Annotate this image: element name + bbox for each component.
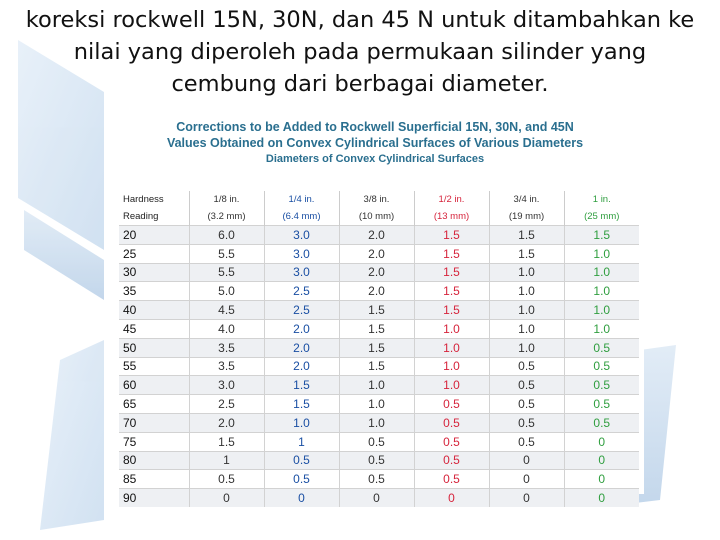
correction-cell: 0: [414, 489, 489, 507]
correction-table: [119, 191, 639, 507]
correction-cell: 1.0: [489, 301, 564, 320]
correction-cell: 1.0: [339, 413, 414, 432]
correction-cell: 1: [189, 451, 264, 470]
correction-cell: 1.0: [564, 263, 639, 282]
table-row: [119, 301, 639, 320]
correction-cell: 1.0: [489, 319, 564, 338]
correction-cell: 2.0: [264, 357, 339, 376]
correction-cell: 4.0: [189, 319, 264, 338]
correction-cell: 0: [339, 489, 414, 507]
correction-cell: 2.5: [264, 282, 339, 301]
correction-cell: 2.0: [189, 413, 264, 432]
correction-cell: 1.0: [414, 338, 489, 357]
hardness-cell: 85: [119, 470, 189, 489]
hardness-cell: 40: [119, 301, 189, 320]
table-row: [119, 395, 639, 414]
header-col-3-mm: (10 mm): [358, 211, 395, 222]
correction-cell: 0.5: [339, 451, 414, 470]
header-col-4-size: 1/2 in.: [438, 194, 465, 205]
table-row: [119, 376, 639, 395]
correction-cell: 2.0: [339, 263, 414, 282]
correction-cell: 1.0: [339, 376, 414, 395]
correction-cell: 2.5: [189, 395, 264, 414]
correction-cell: 0.5: [339, 432, 414, 451]
hardness-cell: 25: [119, 244, 189, 263]
hardness-cell: 65: [119, 395, 189, 414]
table-row: [119, 451, 639, 470]
hardness-cell: 80: [119, 451, 189, 470]
table-row: [119, 413, 639, 432]
table-title-line-2: Values Obtained on Convex Cylindrical Surfaces of Various Diameters: [166, 136, 584, 150]
correction-cell: 0: [489, 451, 564, 470]
correction-cell: 1.5: [264, 376, 339, 395]
correction-cell: 0.5: [489, 413, 564, 432]
table-row: [119, 319, 639, 338]
correction-cell: 0.5: [414, 395, 489, 414]
hardness-cell: 30: [119, 263, 189, 282]
correction-cell: 1.5: [414, 282, 489, 301]
header-col-2-mm: (6.4 mm): [282, 211, 321, 222]
correction-cell: 1.5: [489, 226, 564, 245]
correction-cell: 0: [564, 451, 639, 470]
hardness-cell: 90: [119, 489, 189, 507]
correction-cell: 1.5: [414, 244, 489, 263]
correction-cell: 1.5: [564, 226, 639, 245]
correction-cell: 0.5: [489, 432, 564, 451]
header-col-3-size: 3/8 in.: [363, 194, 390, 205]
correction-cell: 0.5: [564, 376, 639, 395]
table-row: [119, 357, 639, 376]
hardness-cell: 55: [119, 357, 189, 376]
correction-cell: 1.0: [564, 301, 639, 320]
correction-cell: 6.0: [189, 226, 264, 245]
correction-cell: 1.0: [414, 376, 489, 395]
correction-cell: 0.5: [564, 395, 639, 414]
hardness-cell: 50: [119, 338, 189, 357]
header-col-5: [489, 191, 564, 226]
correction-cell: 1.0: [489, 282, 564, 301]
table-row: [119, 244, 639, 263]
header-col-1-size: 1/8 in.: [213, 194, 240, 205]
correction-cell: 0.5: [414, 432, 489, 451]
correction-cell: 0.5: [414, 451, 489, 470]
correction-cell: 3.0: [264, 263, 339, 282]
correction-cell: 2.5: [264, 301, 339, 320]
correction-cell: 0.5: [489, 376, 564, 395]
header-hardness-line-2: Reading: [123, 211, 159, 222]
correction-cell: 0.5: [564, 338, 639, 357]
table-row: [119, 432, 639, 451]
correction-cell: 2.0: [339, 282, 414, 301]
table-row: [119, 226, 639, 245]
table-row: [119, 470, 639, 489]
table-title-line-1: Corrections to be Added to Rockwell Superficial 15N, 30N, and 45N: [176, 120, 574, 134]
correction-cell: 1.0: [564, 319, 639, 338]
correction-cell: 0.5: [414, 470, 489, 489]
header-col-2: [264, 191, 339, 226]
correction-cell: 0: [489, 489, 564, 507]
hardness-cell: 75: [119, 432, 189, 451]
header-col-4: [414, 191, 489, 226]
header-col-6-size: 1 in.: [592, 194, 611, 205]
correction-cell: 1.5: [189, 432, 264, 451]
header-col-6-mm: (25 mm): [584, 211, 620, 222]
correction-cell: 0: [564, 432, 639, 451]
table-subtitle: Diameters of Convex Cylindrical Surfaces: [265, 153, 485, 165]
correction-cell: 1.0: [414, 357, 489, 376]
hardness-cell: 45: [119, 319, 189, 338]
correction-cell: 1.0: [339, 395, 414, 414]
hardness-cell: 60: [119, 376, 189, 395]
correction-cell: 2.0: [264, 338, 339, 357]
correction-cell: 0: [189, 489, 264, 507]
header-col-2-size: 1/4 in.: [288, 194, 315, 205]
correction-cell: 4.5: [189, 301, 264, 320]
correction-cell: 0.5: [264, 470, 339, 489]
correction-cell: 2.0: [264, 319, 339, 338]
correction-cell: 0.5: [564, 413, 639, 432]
correction-cell: 5.0: [189, 282, 264, 301]
table-header-row: [119, 191, 639, 226]
correction-cell: 0: [564, 470, 639, 489]
correction-cell: 1.5: [339, 319, 414, 338]
correction-cell: 1.5: [339, 301, 414, 320]
correction-cell: 0.5: [489, 395, 564, 414]
correction-cell: 1: [264, 432, 339, 451]
table-row: [119, 282, 639, 301]
correction-cell: 1.5: [339, 338, 414, 357]
correction-cell: 2.0: [339, 244, 414, 263]
correction-cell: 1.5: [339, 357, 414, 376]
correction-cell: 1.0: [414, 319, 489, 338]
correction-cell: 3.0: [264, 226, 339, 245]
correction-cell: 5.5: [189, 263, 264, 282]
correction-cell: 0: [489, 470, 564, 489]
header-hardness-line-1: Hardness: [123, 194, 164, 205]
correction-cell: 0.5: [189, 470, 264, 489]
correction-cell: 3.5: [189, 338, 264, 357]
header-col-1: [189, 191, 264, 226]
hardness-cell: 70: [119, 413, 189, 432]
correction-cell: 0.5: [264, 451, 339, 470]
header-col-1-mm: (3.2 mm): [207, 211, 246, 222]
correction-cell: 1.0: [264, 413, 339, 432]
hardness-cell: 20: [119, 226, 189, 245]
correction-cell: 0: [564, 489, 639, 507]
table-row: [119, 489, 639, 507]
header-hardness: [119, 191, 189, 226]
correction-cell: 2.0: [339, 226, 414, 245]
correction-cell: 0: [264, 489, 339, 507]
slide-title: koreksi rockwell 15N, 30N, dan 45 N untuk ditambahkan ke nilai yang diperoleh pada permukaan silinder yang cembung dari berbagai diameter.: [25, 7, 695, 97]
table-body: [119, 226, 639, 507]
correction-cell: 5.5: [189, 244, 264, 263]
header-col-3: [339, 191, 414, 226]
correction-cell: 1.0: [489, 263, 564, 282]
correction-cell: 3.0: [189, 376, 264, 395]
header-col-5-mm: (19 mm): [508, 211, 545, 222]
correction-cell: 0.5: [489, 357, 564, 376]
correction-cell: 0.5: [414, 413, 489, 432]
correction-cell: 3.5: [189, 357, 264, 376]
header-col-4-mm: (13 mm): [433, 211, 470, 222]
header-col-6: [564, 191, 639, 226]
correction-cell: 1.0: [564, 244, 639, 263]
correction-table-image: [106, 113, 644, 506]
correction-cell: 1.0: [489, 338, 564, 357]
correction-cell: 1.5: [489, 244, 564, 263]
correction-cell: 1.5: [414, 301, 489, 320]
table-row: [119, 338, 639, 357]
correction-cell: 1.5: [414, 226, 489, 245]
header-col-5-size: 3/4 in.: [513, 194, 540, 205]
table-row: [119, 263, 639, 282]
correction-cell: 0.5: [339, 470, 414, 489]
correction-cell: 3.0: [264, 244, 339, 263]
correction-cell: 1.0: [564, 282, 639, 301]
correction-cell: 1.5: [414, 263, 489, 282]
table-title: [106, 119, 644, 151]
hardness-cell: 35: [119, 282, 189, 301]
correction-cell: 1.5: [264, 395, 339, 414]
correction-cell: 0.5: [564, 357, 639, 376]
